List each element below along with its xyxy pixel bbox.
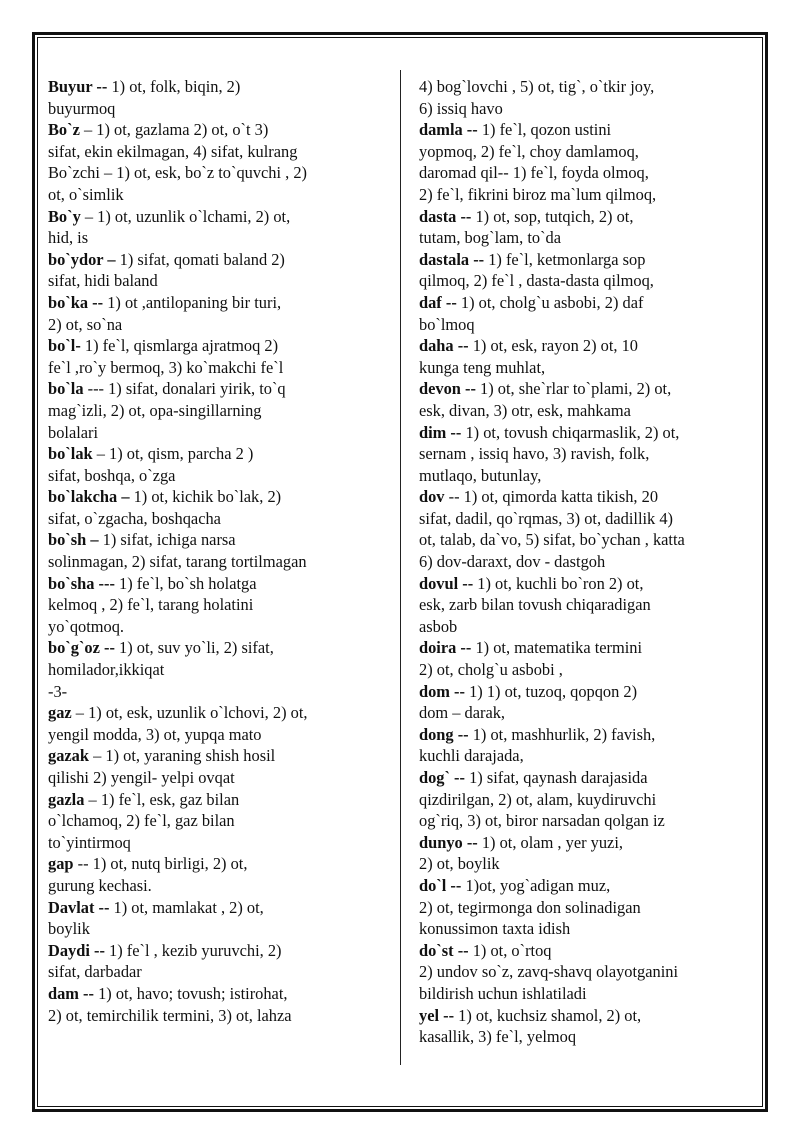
dictionary-line [48,918,388,940]
headword: bo`g`oz -- [48,638,115,658]
definition-text: hid, is [48,228,89,248]
definition-text: 1)ot, yog`adigan muz, [461,875,611,895]
headword: bo`lakcha – [48,487,130,507]
definition-text: sifat, darbadar [48,962,142,982]
definition-text: 1) ot, sop, tutqich, 2) ot, [471,206,634,226]
definition-text: 2) undov so`z, zavq-shavq olayotganini [419,962,679,982]
definition-text: mag`izli, 2) ot, opa-singillarning [48,400,262,420]
definition-text: sifat, hidi baland [48,271,158,291]
dictionary-line [48,594,388,616]
definition-text: homilador,ikkiqat [48,660,165,680]
definition-text: 1) 1) ot, tuzoq, qopqon 2) [464,681,638,701]
definition-text: – 1) ot, uzunlik o`lchami, 2) ot, [80,206,291,226]
headword: bo`ka -- [48,292,104,312]
definition-text: esk, divan, 3) otr, esk, mahkama [419,400,631,420]
right-column [419,76,759,1048]
definition-text: 1) ot, mashhurlik, 2) favish, [468,724,656,744]
headword: devon -- [419,379,476,399]
definition-text: qizdirilgan, 2) ot, alam, kuydiruvchi [419,789,657,809]
headword: bo`lak [48,444,93,464]
headword: bo`la [48,379,84,399]
headword: bo`sh – [48,530,99,550]
headword: Davlat -- [48,897,110,917]
definition-text: 1) ot, tovush chiqarmaslik, 2) ot, [461,422,680,442]
definition-text: tutam, bog`lam, to`da [419,228,562,248]
definition-text: 2) ot, temirchilik termini, 3) ot, lahza [48,1005,292,1025]
headword: Bo`z [48,120,80,140]
dictionary-line [419,897,759,919]
dictionary-line [48,400,388,422]
definition-text: 1) fe`l, qozon ustini [477,120,612,140]
definition-text: Bo`zchi – 1) ot, esk, bo`z to`quvchi , 2) [48,163,308,183]
dictionary-line [419,745,759,767]
dictionary-line [48,745,388,767]
dictionary-line [419,940,759,962]
headword: yel -- [419,1005,455,1025]
definition-text: bildirish uchun ishlatiladi [419,983,587,1003]
definition-text: daromad qil-- 1) fe`l, foyda olmoq, [419,163,649,183]
dictionary-line [48,162,388,184]
dictionary-line [48,292,388,314]
headword: gap [48,854,74,874]
definition-text: 4) bog`lovchi , 5) ot, tig`, o`tkir joy, [419,77,655,96]
definition-text: – 1) ot, gazlama 2) ot, o`t 3) [79,120,269,140]
definition-text: -3- [48,681,68,701]
dictionary-line [419,400,759,422]
definition-text: konussimon taxta idish [419,919,571,939]
headword: do`st -- [419,940,469,960]
dictionary-line [48,378,388,400]
definition-text: asbob [419,616,458,636]
dictionary-line [419,184,759,206]
column-divider [400,70,401,1065]
dictionary-line [419,508,759,530]
dictionary-line [419,961,759,983]
definition-text: 1) ot, suv yo`li, 2) sifat, [114,638,274,658]
headword: dam -- [48,983,94,1003]
definition-text: 1) ot, cholg`u asbobi, 2) daf [456,292,644,312]
headword: dastala -- [419,249,485,269]
dictionary-line [419,853,759,875]
definition-text: 1) ot, olam , yer yuzi, [477,832,623,852]
dictionary-line [48,616,388,638]
dictionary-line [48,357,388,379]
headword: doira -- [419,638,472,658]
definition-text: 6) issiq havo [419,98,503,118]
dictionary-line [419,789,759,811]
dictionary-line [419,335,759,357]
definition-text: 1) ot, folk, biqin, 2) [107,77,241,96]
dictionary-line [419,594,759,616]
definition-text: sifat, boshqa, o`zga [48,465,176,485]
dictionary-line [419,983,759,1005]
dictionary-line [48,810,388,832]
definition-text: sernam , issiq havo, 3) ravish, folk, [419,444,650,464]
headword: bo`ydor – [48,249,116,269]
dictionary-line [419,465,759,487]
dictionary-line [48,141,388,163]
dictionary-line [48,486,388,508]
definition-text: 2) fe`l, fikrini biroz ma`lum qilmoq, [419,184,657,204]
definition-text: dom – darak, [419,703,506,723]
definition-text: 1) ot, kuchli bo`ron 2) ot, [473,573,644,593]
dictionary-line [48,940,388,962]
dictionary-line [419,443,759,465]
definition-text: kunga teng muhlat, [419,357,546,377]
definition-text: 1) ot, matematika termini [471,638,643,658]
definition-text: 2) ot, boylik [419,854,500,874]
dictionary-line [48,681,388,703]
definition-text: to`yintirmoq [48,832,131,852]
definition-text: mutlaqo, butunlay, [419,465,542,485]
dictionary-line [419,616,759,638]
definition-text: 1) ot, o`rtoq [468,940,552,960]
dictionary-line [419,918,759,940]
definition-text: 1) sifat, qaynash darajasida [464,768,648,787]
dictionary-line [48,573,388,595]
headword: dog` -- [419,768,465,787]
dictionary-line [48,270,388,292]
headword: dom -- [419,681,465,701]
dictionary-line [419,422,759,444]
dictionary-line [48,551,388,573]
definition-text: 1) ot, she`rlar to`plami, 2) ot, [475,379,672,399]
dictionary-line [48,853,388,875]
dictionary-line [419,573,759,595]
dictionary-line [48,227,388,249]
definition-text: esk, zarb bilan tovush chiqaradigan [419,595,651,615]
dictionary-line [48,314,388,336]
dictionary-line [48,1005,388,1027]
dictionary-line [48,508,388,530]
dictionary-line [419,162,759,184]
dictionary-line [48,206,388,228]
headword: dunyo -- [419,832,478,852]
dictionary-line [419,1005,759,1027]
dictionary-line [48,119,388,141]
headword: daf -- [419,292,457,312]
headword: bo`sha --- [48,573,115,593]
dictionary-line [48,465,388,487]
dictionary-line [419,227,759,249]
definition-text: boylik [48,919,90,939]
definition-text: 1) ot ,antilopaning bir turi, [103,292,282,312]
definition-text: ot, o`simlik [48,184,124,204]
definition-text: 1) ot, kuchsiz shamol, 2) ot, [454,1005,642,1025]
definition-text: 2) ot, tegirmonga don solinadigan [419,897,641,917]
definition-text: 1) fe`l, bo`sh holatga [114,573,257,593]
definition-text: qilmoq, 2) fe`l , dasta-dasta qilmoq, [419,271,654,291]
dictionary-line [419,206,759,228]
dictionary-line [419,637,759,659]
definition-text: gurung kechasi. [48,875,152,895]
dictionary-line [419,1026,759,1048]
definition-text: bolalari [48,422,99,442]
headword: gazak [48,746,89,766]
definition-text: 1) fe`l, ketmonlarga sop [484,249,646,269]
dictionary-line [48,76,388,98]
definition-text: 1) fe`l , kezib yuruvchi, 2) [104,940,282,960]
definition-text: 1) sifat, ichiga narsa [98,530,236,550]
headword: dasta -- [419,206,472,226]
headword: Buyur -- [48,77,108,96]
dictionary-line [419,76,759,98]
headword: dim -- [419,422,462,442]
definition-text: 1) ot, esk, rayon 2) ot, 10 [468,336,638,356]
headword: Daydi -- [48,940,105,960]
dictionary-line [48,98,388,120]
definition-text: bo`lmoq [419,314,475,334]
headword: dovul -- [419,573,474,593]
headword: damla -- [419,120,478,140]
dictionary-line [419,702,759,724]
definition-text: yopmoq, 2) fe`l, choy damlamoq, [419,141,639,161]
headword: gaz [48,703,72,723]
definition-text: kelmoq , 2) fe`l, tarang holatini [48,595,254,615]
definition-text: yengil modda, 3) ot, yupqa mato [48,724,262,744]
definition-text: 1) ot, havo; tovush; istirohat, [93,983,288,1003]
dictionary-line [48,184,388,206]
dictionary-line [419,832,759,854]
dictionary-line [48,767,388,789]
dictionary-line [419,314,759,336]
dictionary-line [419,270,759,292]
dictionary-line [48,335,388,357]
definition-text: 2) ot, so`na [48,314,123,334]
headword: daha -- [419,336,469,356]
dictionary-line [419,551,759,573]
dictionary-line [419,249,759,271]
dictionary-line [419,724,759,746]
definition-text: og`riq, 3) ot, biror narsadan qolgan iz [419,811,665,831]
dictionary-line [419,378,759,400]
definition-text: – 1) ot, yaraning shish hosil [88,746,276,766]
dictionary-line [48,875,388,897]
definition-text: ot, talab, da`vo, 5) sifat, bo`ychan , katta [419,530,685,550]
dictionary-line [419,357,759,379]
definition-text: 2) ot, cholg`u asbobi , [419,660,563,680]
definition-text: buyurmoq [48,98,116,118]
dictionary-line [48,659,388,681]
definition-text: 1) ot, mamlakat , 2) ot, [109,897,264,917]
definition-text: – 1) ot, qism, parcha 2 ) [92,444,254,464]
dictionary-line [48,724,388,746]
dictionary-line [419,659,759,681]
dictionary-line [419,292,759,314]
dictionary-line [48,897,388,919]
headword: do`l -- [419,875,462,895]
definition-text: kasallik, 3) fe`l, yelmoq [419,1027,577,1047]
dictionary-line [419,529,759,551]
dictionary-line [419,875,759,897]
dictionary-line [48,637,388,659]
definition-text: kuchli darajada, [419,746,524,766]
dictionary-line [419,810,759,832]
definition-text: qilishi 2) yengil- yelpi ovqat [48,768,235,787]
definition-text: sifat, o`zgacha, boshqacha [48,508,221,528]
dictionary-line [48,702,388,724]
definition-text: o`lchamoq, 2) fe`l, gaz bilan [48,811,235,831]
dictionary-line [48,249,388,271]
dictionary-line [48,961,388,983]
dictionary-line [48,529,388,551]
dictionary-line [419,486,759,508]
dictionary-line [48,789,388,811]
definition-text: fe`l ,ro`y bermoq, 3) ko`makchi fe`l [48,357,284,377]
dictionary-line [419,119,759,141]
definition-text: 1) sifat, qomati baland 2) [115,249,285,269]
definition-text: -- 1) ot, qimorda katta tikish, 20 [444,487,659,507]
headword: Bo`y [48,206,81,226]
dictionary-line [419,681,759,703]
definition-text: – 1) fe`l, esk, gaz bilan [84,789,240,809]
definition-text: solinmagan, 2) sifat, tarang tortilmagan [48,552,307,572]
definition-text: sifat, dadil, qo`rqmas, 3) ot, dadillik 4) [419,508,674,528]
definition-text: -- 1) ot, nutq birligi, 2) ot, [73,854,248,874]
definition-text: 1) ot, kichik bo`lak, 2) [129,487,282,507]
headword: dov [419,487,445,507]
dictionary-line [48,422,388,444]
dictionary-line [419,98,759,120]
headword: dong -- [419,724,469,744]
definition-text: 1) fe`l, qismlarga ajratmoq 2) [80,336,279,356]
dictionary-line [419,141,759,163]
definition-text: – 1) ot, esk, uzunlik o`lchovi, 2) ot, [71,703,308,723]
definition-text: --- 1) sifat, donalari yirik, to`q [83,379,286,399]
dictionary-line [48,443,388,465]
definition-text: yo`qotmoq. [48,616,125,636]
dictionary-line [48,832,388,854]
headword: bo`l- [48,336,81,356]
dictionary-line [48,983,388,1005]
definition-text: sifat, ekin ekilmagan, 4) sifat, kulrang [48,141,298,161]
dictionary-line [419,767,759,789]
left-column [48,76,388,1026]
headword: gazla [48,789,85,809]
definition-text: 6) dov-daraxt, dov - dastgoh [419,552,606,572]
